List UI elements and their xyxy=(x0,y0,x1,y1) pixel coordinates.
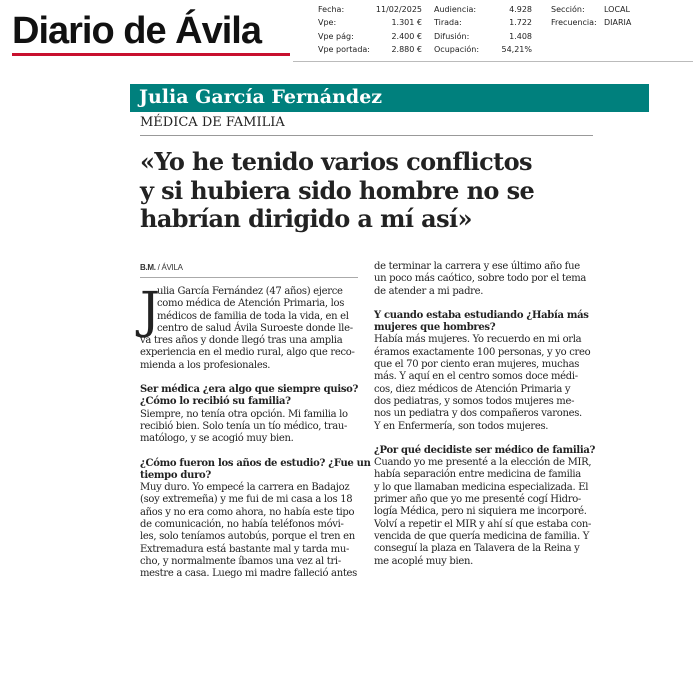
answer-line: vencida de que quería medicina de familia. Y xyxy=(374,530,590,542)
answer-line: y lo que llamaban medicina especializada. El xyxy=(374,481,589,493)
answer-line: les, solo teníamos autobús, porque el tren en xyxy=(140,531,355,543)
interviewee-role: MÉDICA DE FAMILIA xyxy=(140,115,285,130)
headline-line: y si hubiera sido hombre no se xyxy=(140,175,535,205)
question: ¿Cómo lo recibió su familia? xyxy=(140,396,291,408)
headline-line: habrían dirigido a mí así» xyxy=(140,204,472,233)
question: mujeres que hombres? xyxy=(374,322,496,334)
masthead-rule xyxy=(293,61,693,62)
answer-line: de atender a mi padre. xyxy=(374,285,484,297)
answer-line: cos, diez médicos de Atención Primaria y xyxy=(374,383,571,395)
answer-line: cho, y normalmente íbamos una vez al tri- xyxy=(140,555,341,567)
lede-paragraph xyxy=(140,281,365,372)
role-divider xyxy=(140,135,593,136)
text-line: experiencia en el medio rural, algo que reco- xyxy=(140,347,355,359)
answer-line: de terminar la carrera y ese último año fue xyxy=(374,261,580,272)
question: Ser médica ¿era algo que siempre quiso? xyxy=(140,384,359,396)
text-line: centro de salud Ávila Suroeste donde lle- xyxy=(157,322,353,334)
answer-line: (soy extremeña) y me fui de mi casa a los 18 xyxy=(140,494,353,506)
question: ¿Por qué decidiste ser médico de familia? xyxy=(374,444,596,456)
byline-rule xyxy=(140,277,358,278)
answer-line: conseguí la plaza en Talavera de la Reina y xyxy=(374,543,580,555)
answer-line: Extremadura está bastante mal y tarda mu- xyxy=(140,543,350,555)
answer-line: nos un pediatra y dos compañeros varones. xyxy=(374,408,582,420)
answer-line: dos pediatras, y somos todos mujeres me- xyxy=(374,395,575,407)
meta-row: Vpe portada: 2.880 € xyxy=(318,45,422,55)
drop-cap: J xyxy=(140,281,160,339)
headline xyxy=(140,148,610,234)
column-1 xyxy=(140,263,371,581)
byline xyxy=(140,263,365,273)
answer-line: matólogo, y se acogió muy bien. xyxy=(140,433,294,445)
meta-row: Vpe pág: 2.400 € xyxy=(318,31,422,41)
answer-line: Volví a repetir el MIR y ahí sí que estaba con- xyxy=(374,518,592,530)
answer-line: más. Y aquí en el centro somos doce médi- xyxy=(374,371,578,383)
answer-line: un poco más caótico, sobre todo por el tema xyxy=(374,273,587,285)
byline-place: ÁVILA xyxy=(161,263,183,272)
meta-row: Ocupación: 54,21% xyxy=(434,45,532,55)
answer-line: recibió bien. Solo tenía un tío médico, trau- xyxy=(140,420,348,432)
question: Y cuando estaba estudiando ¿Había más xyxy=(374,309,589,321)
meta-row: Fecha: 11/02/2025 xyxy=(318,5,422,14)
interviewee-name: Julia García Fernández xyxy=(139,86,383,108)
answer-line: logía Médica, pero ni siquiera me incorporé. xyxy=(374,506,587,518)
meta-row: Audiencia: 4.928 xyxy=(434,5,532,14)
answer-line: Y en Enfermería, son todos mujeres. xyxy=(374,420,549,432)
answer-line: Cuando yo me presenté a la elección de MIR, xyxy=(374,457,592,469)
answer-line: éramos exactamente 100 personas, y yo creo xyxy=(374,346,591,358)
answer-line: Siempre, no tenía otra opción. Mi familia lo xyxy=(140,408,348,420)
answer-line: Había más mujeres. Yo recuerdo en mi orla xyxy=(374,334,582,346)
answer-line: de comunicación, no había teléfonos móvi- xyxy=(140,519,344,531)
byline-author: B.M. xyxy=(140,263,156,272)
meta-row: Difusión: 1.408 xyxy=(434,31,532,41)
newspaper-logo: Diario de Ávila xyxy=(12,10,261,52)
byline-separator: / xyxy=(155,263,162,272)
meta-block-2 xyxy=(434,3,532,57)
answer-line: primer año que yo me presenté cogí Hidro- xyxy=(374,494,582,506)
answer-line: que el 70 por ciento eran mujeres, muchas xyxy=(374,359,580,371)
interviewee-name-bar xyxy=(130,84,649,112)
answer-line: Muy duro. Yo empecé la carrera en Badajoz xyxy=(140,482,350,494)
meta-row: Tirada: 1.722 xyxy=(434,18,532,28)
column-2 xyxy=(374,261,599,568)
meta-row: Frecuencia: DIARIA xyxy=(551,18,632,28)
meta-row: Vpe: 1.301 € xyxy=(318,18,422,28)
text-line: mienda a los profesionales. xyxy=(140,359,271,371)
logo-underline xyxy=(12,53,290,56)
text-line: como médica de Atención Primaria, los xyxy=(157,298,345,310)
meta-block-1 xyxy=(318,3,422,57)
answer-line: había separación entre medicina de familia xyxy=(374,469,581,481)
answer-line: mestre a casa. Luego mi madre falleció antes xyxy=(140,568,358,580)
answer-line: años y no era como ahora, no había este tipo xyxy=(140,506,355,518)
meta-row: Sección: LOCAL xyxy=(551,5,630,14)
text-line: va tres años y donde llegó tras una amplia xyxy=(140,335,343,347)
question: tiempo duro? xyxy=(140,469,211,481)
text-line: ulia García Fernández (47 años) ejerce xyxy=(157,286,343,297)
headline-line: «Yo he tenido varios conflictos xyxy=(140,147,532,176)
question: ¿Cómo fueron los años de estudio? ¿Fue un xyxy=(140,457,371,469)
text-line: médicos de familia de toda la vida, en el xyxy=(157,310,349,322)
answer-line: me acoplé muy bien. xyxy=(374,555,474,567)
meta-block-3 xyxy=(551,3,631,30)
